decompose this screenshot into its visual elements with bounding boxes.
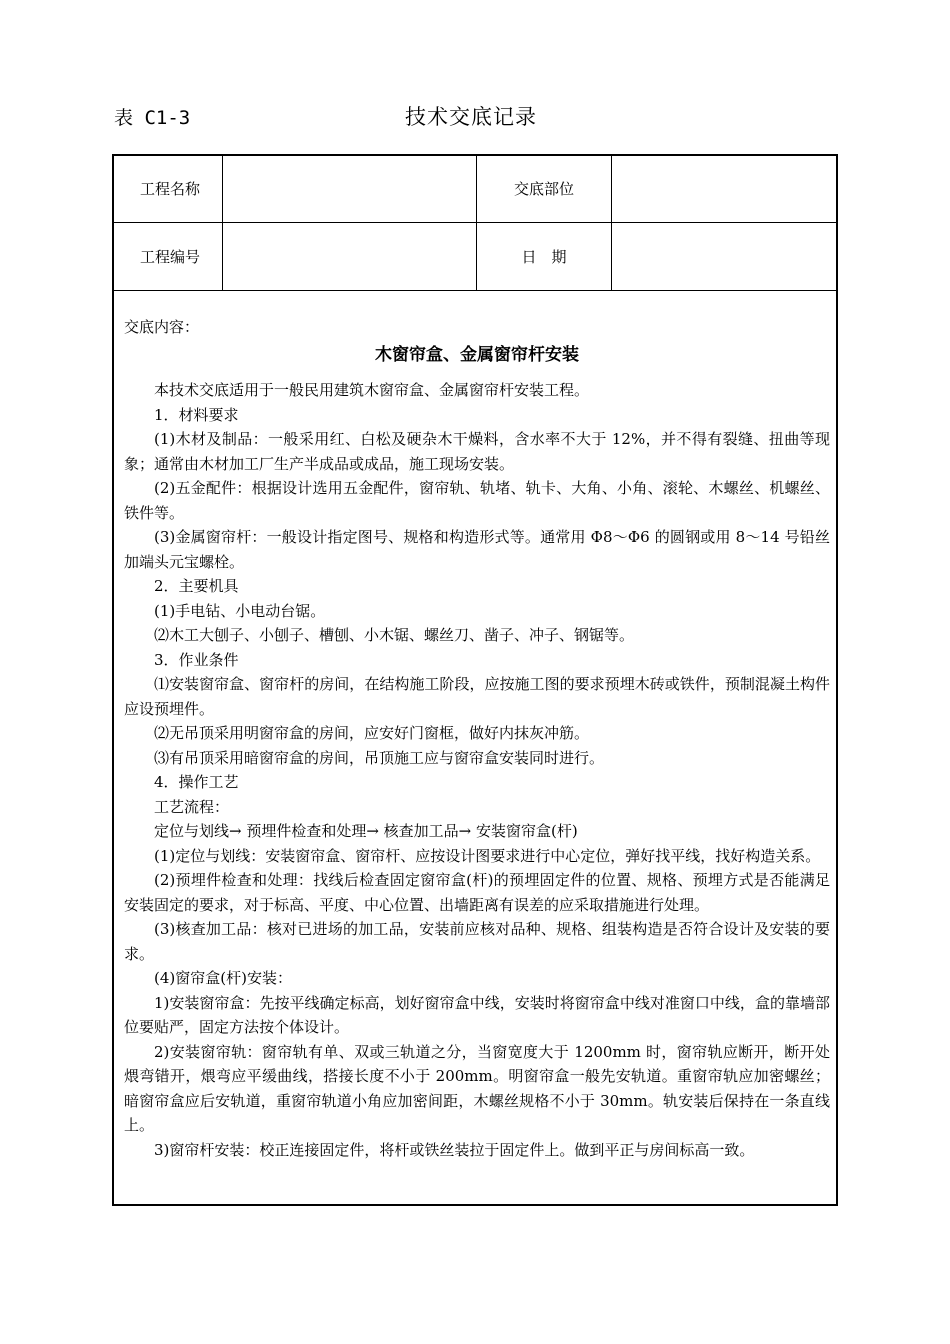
- paragraph: (2)预埋件检查和处理：找线后检查固定窗帘盒(杆)的预埋固定件的位置、规格、预埋方式是否能满足安装固定的要求，对于标高、平度、中心位置、出墙距离有误差的应采取措施进行处理。: [124, 871, 830, 914]
- handover-record-table: [112, 154, 838, 1206]
- column-divider: [222, 156, 223, 290]
- section-heading: 4．操作工艺: [154, 773, 239, 791]
- paragraph: (4)窗帘盒(杆)安装：: [154, 969, 292, 987]
- handover-part-label: 交底部位: [513, 180, 574, 198]
- paragraph: 1)安装窗帘盒：先按平线确定标高，划好窗帘盒中线，安装时将窗帘盒中线对准窗口中线，盒的靠墙部位要贴严，固定方法按个体设计。: [124, 993, 830, 1036]
- paragraph: (1)定位与划线：安装窗帘盒、窗帘杆、应按设计图要求进行中心定位，弹好找平线，找好构造关系。: [154, 846, 821, 865]
- process-flow: 定位与划线→ 预埋件检查和处理→ 核查加工品→ 安装窗帘盒(杆): [154, 822, 578, 840]
- paragraph: ⑴安装窗帘盒、窗帘杆的房间，在结构施工阶段，应按施工图的要求预埋木砖或铁件，预制混凝土构件应设预埋件。: [124, 675, 830, 718]
- paragraph: ⑵无吊顶采用明窗帘盒的房间，应安好门窗框，做好内抹灰冲筋。: [154, 724, 590, 742]
- paragraph: 2)安装窗帘轨：窗帘轨有单、双或三轨道之分，当窗宽度大于 1200mm 时，窗帘轨应断开，断开处煨弯错开，煨弯应平缓曲线，搭接长度不小于 200mm。明窗帘盒一般先安轨道。重窗帘轨应加密螺丝；暗窗帘盒应后安轨道，重窗帘轨道小角应加密间距，木螺丝规格不小于 30mm。轨安装后保持在一条直线上。: [124, 1042, 830, 1134]
- content-label: 交底内容：: [124, 318, 200, 336]
- section-heading: 1．材料要求: [154, 405, 239, 424]
- paragraph: 工艺流程：: [154, 797, 230, 816]
- paragraph: (3)核查加工品：核对已进场的加工品，安装前应核对品种、规格、组装构造是否符合设计及安装的要求。: [124, 920, 830, 963]
- column-divider: [611, 156, 612, 290]
- paragraph: ⑵木工大刨子、小刨子、槽刨、小木锯、螺丝刀、凿子、冲子、钢锯等。: [154, 626, 635, 644]
- paragraph: ⑶有吊顶采用暗窗帘盒的房间，吊顶施工应与窗帘盒安装同时进行。: [154, 748, 605, 767]
- section-heading: 2．主要机具: [154, 577, 239, 595]
- paragraph: (3)金属窗帘杆：一般设计指定图号、规格和构造形式等。通常用 Φ8～Φ6 的圆钢或用 8～14 号铅丝加端头元宝螺栓。: [124, 528, 830, 571]
- document-title: 技术交底记录: [405, 105, 537, 129]
- paragraph: (1)木材及制品：一般采用红、白松及硬杂木干燥料，含水率不大于 12%，并不得有裂缝、扭曲等现象；通常由木材加工厂生产半成品或成品，施工现场安装。: [124, 430, 830, 473]
- form-code: 表 C1-3: [114, 107, 191, 129]
- paragraph: 3)窗帘杆安装：校正连接固定件，将杆或铁丝装拉于固定件上。做到平正与房间标高一致。: [154, 1140, 755, 1159]
- row-divider: [114, 290, 836, 291]
- paragraph: 本技术交底适用于一般民用建筑木窗帘盒、金属窗帘杆安装工程。: [154, 381, 590, 399]
- section-heading: 3．作业条件: [154, 650, 239, 669]
- content-title: 木窗帘盒、金属窗帘杆安装: [375, 345, 579, 365]
- column-divider: [476, 156, 477, 290]
- project-name-label: 工程名称: [139, 180, 200, 198]
- paragraph: (2)五金配件：根据设计选用五金配件，窗帘轨、轨堵、轨卡、大角、小角、滚轮、木螺丝、机螺丝、铁件等。: [124, 479, 830, 522]
- paragraph: (1)手电钻、小电动台锯。: [154, 601, 326, 620]
- date-label: 日 期: [521, 248, 567, 266]
- handover-content: [124, 314, 830, 1162]
- project-number-label: 工程编号: [139, 248, 200, 266]
